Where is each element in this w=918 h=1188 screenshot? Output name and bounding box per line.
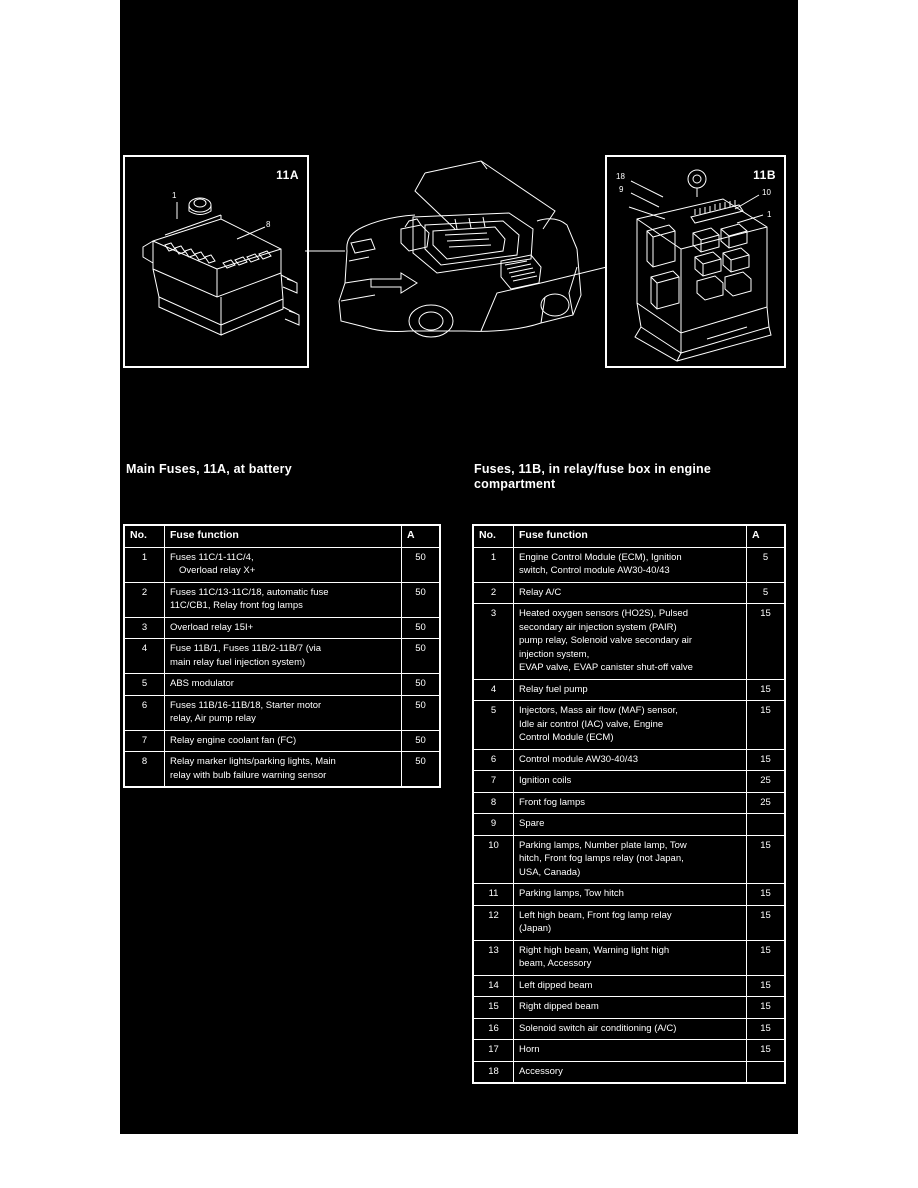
function-line-2: 11C/CB1, Relay front fog lamps bbox=[170, 600, 303, 611]
cell-amps: 15 bbox=[747, 1018, 785, 1040]
function-line-2: secondary air injection system (PAIR) bbox=[519, 621, 677, 633]
cell-no: 3 bbox=[125, 617, 165, 639]
cell-no: 4 bbox=[474, 679, 514, 701]
table-row bbox=[474, 792, 785, 814]
cell-function: Overload relay 15I+ bbox=[165, 617, 402, 639]
cell-amps: 25 bbox=[747, 771, 785, 793]
function-line-1: Engine Control Module (ECM), Ignition bbox=[519, 551, 682, 563]
cell-no: 16 bbox=[474, 1018, 514, 1040]
column-header-no: No. bbox=[474, 526, 514, 548]
column-header-function: Fuse function bbox=[165, 526, 402, 548]
function-line-2: hitch, Front fog lamps relay (not Japan, bbox=[519, 853, 684, 864]
cell-no: 9 bbox=[474, 814, 514, 836]
svg-text:10: 10 bbox=[762, 188, 771, 197]
cell-amps: 50 bbox=[402, 674, 440, 696]
cell-no: 8 bbox=[474, 792, 514, 814]
cell-no: 1 bbox=[125, 547, 165, 582]
function-line-2: Overload relay X+ bbox=[179, 565, 256, 576]
cell-function: Horn bbox=[514, 1040, 747, 1062]
table-row bbox=[125, 730, 440, 752]
cell-no: 12 bbox=[474, 905, 514, 940]
cell-amps: 15 bbox=[747, 975, 785, 997]
table-row bbox=[474, 997, 785, 1019]
cell-function bbox=[514, 604, 747, 680]
table-row bbox=[474, 975, 785, 997]
cell-function: Relay A/C bbox=[514, 582, 747, 604]
function-line-1: Fuses 11B/16-11B/18, Starter motor bbox=[170, 699, 322, 711]
car-illustration bbox=[305, 155, 615, 368]
engine-compartment-drawing bbox=[305, 155, 615, 368]
cell-no: 2 bbox=[474, 582, 514, 604]
table-row bbox=[474, 1018, 785, 1040]
cell-no: 1 bbox=[474, 547, 514, 582]
main-fuses-table-wrapper bbox=[123, 524, 441, 788]
table-row bbox=[474, 884, 785, 906]
cell-amps: 15 bbox=[747, 835, 785, 884]
cell-function bbox=[514, 701, 747, 750]
cell-amps: 25 bbox=[747, 792, 785, 814]
table-row bbox=[474, 547, 785, 582]
cell-no: 15 bbox=[474, 997, 514, 1019]
cell-amps: 15 bbox=[747, 701, 785, 750]
cell-no: 14 bbox=[474, 975, 514, 997]
cell-amps: 50 bbox=[402, 582, 440, 617]
column-header-amps: A bbox=[747, 526, 785, 548]
svg-text:8: 8 bbox=[266, 220, 271, 229]
function-line-2: relay, Air pump relay bbox=[170, 713, 256, 724]
function-line-1: Fuses 11C/13-11C/18, automatic fuse bbox=[170, 586, 329, 598]
section-b-heading: Fuses, 11B, in relay/fuse box in engine compartment bbox=[474, 462, 712, 491]
table-header-row bbox=[474, 526, 785, 548]
cell-amps: 15 bbox=[747, 940, 785, 975]
cell-amps: 15 bbox=[747, 679, 785, 701]
cell-function bbox=[165, 639, 402, 674]
cell-amps bbox=[747, 814, 785, 836]
table-row bbox=[125, 547, 440, 582]
function-line-1: Left high beam, Front fog lamp relay bbox=[519, 909, 672, 921]
cell-amps: 15 bbox=[747, 997, 785, 1019]
cell-no: 6 bbox=[125, 695, 165, 730]
function-line-2: main relay fuel injection system) bbox=[170, 656, 306, 668]
cell-no: 3 bbox=[474, 604, 514, 680]
cell-amps: 5 bbox=[747, 582, 785, 604]
function-line-3: pump relay, Solenoid valve secondary air bbox=[519, 635, 693, 646]
relay-box-fuses-table-wrapper bbox=[472, 524, 786, 1084]
cell-amps: 15 bbox=[747, 884, 785, 906]
main-fuses-table bbox=[124, 525, 440, 787]
table-row bbox=[474, 771, 785, 793]
illustration-panel-11a bbox=[123, 155, 309, 368]
cell-amps: 15 bbox=[747, 749, 785, 771]
function-line-1: Heated oxygen sensors (HO2S), Pulsed bbox=[519, 608, 688, 619]
function-line-2: beam, Accessory bbox=[519, 958, 592, 969]
column-header-function: Fuse function bbox=[514, 526, 747, 548]
cell-amps: 50 bbox=[402, 695, 440, 730]
svg-text:9: 9 bbox=[619, 185, 624, 194]
cell-function: Left dipped beam bbox=[514, 975, 747, 997]
table-row bbox=[125, 695, 440, 730]
cell-function bbox=[514, 940, 747, 975]
cell-no: 17 bbox=[474, 1040, 514, 1062]
cell-no: 13 bbox=[474, 940, 514, 975]
panel-label-11b: 11B bbox=[753, 168, 776, 182]
cell-amps: 50 bbox=[402, 752, 440, 787]
cell-function bbox=[165, 695, 402, 730]
cell-function: Right dipped beam bbox=[514, 997, 747, 1019]
cell-amps: 50 bbox=[402, 547, 440, 582]
svg-text:18: 18 bbox=[616, 172, 625, 181]
function-line-2: Idle air control (IAC) valve, Engine bbox=[519, 718, 664, 730]
cell-no: 18 bbox=[474, 1061, 514, 1083]
cell-amps: 50 bbox=[402, 639, 440, 674]
table-row bbox=[474, 1040, 785, 1062]
table-row bbox=[474, 679, 785, 701]
cell-no: 6 bbox=[474, 749, 514, 771]
cell-no: 8 bbox=[125, 752, 165, 787]
cell-function bbox=[165, 752, 402, 787]
cell-no: 5 bbox=[125, 674, 165, 696]
cell-function: Spare bbox=[514, 814, 747, 836]
cell-function: Ignition coils bbox=[514, 771, 747, 793]
cell-no: 7 bbox=[474, 771, 514, 793]
table-row bbox=[474, 835, 785, 884]
cell-amps bbox=[747, 1061, 785, 1083]
table-row bbox=[474, 582, 785, 604]
cell-no: 11 bbox=[474, 884, 514, 906]
cell-amps: 15 bbox=[747, 604, 785, 680]
cell-amps: 50 bbox=[402, 617, 440, 639]
cell-function bbox=[165, 582, 402, 617]
cell-no: 2 bbox=[125, 582, 165, 617]
cell-function bbox=[514, 835, 747, 884]
table-row bbox=[125, 639, 440, 674]
function-line-1: Right high beam, Warning light high bbox=[519, 944, 670, 956]
cell-function bbox=[165, 547, 402, 582]
function-line-1: Fuses 11C/1-11C/4, bbox=[170, 551, 254, 563]
function-line-3: USA, Canada) bbox=[519, 866, 581, 878]
cell-amps: 50 bbox=[402, 730, 440, 752]
cell-no: 7 bbox=[125, 730, 165, 752]
panel-label-11a: 11A bbox=[276, 168, 299, 182]
main-fuse-box-drawing bbox=[125, 157, 307, 366]
column-header-no: No. bbox=[125, 526, 165, 548]
function-line-1: Injectors, Mass air flow (MAF) sensor, bbox=[519, 705, 678, 716]
function-line-2: relay with bulb failure warning sensor bbox=[170, 769, 327, 781]
svg-text:1: 1 bbox=[172, 191, 177, 200]
relay-box-fuses-table bbox=[473, 525, 785, 1083]
function-line-2: switch, Control module AW30-40/43 bbox=[519, 565, 670, 576]
function-line-4: injection system, bbox=[519, 648, 590, 660]
table-row bbox=[125, 752, 440, 787]
cell-no: 10 bbox=[474, 835, 514, 884]
function-line-2: (Japan) bbox=[519, 923, 552, 934]
cell-amps: 15 bbox=[747, 1040, 785, 1062]
cell-function: Accessory bbox=[514, 1061, 747, 1083]
cell-function: Parking lamps, Tow hitch bbox=[514, 884, 747, 906]
table-row bbox=[474, 1061, 785, 1083]
function-line-1: Fuse 11B/1, Fuses 11B/2-11B/7 (via bbox=[170, 643, 322, 654]
cell-function: ABS modulator bbox=[165, 674, 402, 696]
table-header-row bbox=[125, 526, 440, 548]
table-row bbox=[125, 582, 440, 617]
illustration-area bbox=[120, 155, 798, 370]
relay-fuse-box-drawing bbox=[607, 157, 784, 366]
cell-function bbox=[514, 905, 747, 940]
table-row bbox=[474, 940, 785, 975]
cell-function: Relay engine coolant fan (FC) bbox=[165, 730, 402, 752]
function-line-1: Relay marker lights/parking lights, Main bbox=[170, 756, 336, 767]
cell-no: 5 bbox=[474, 701, 514, 750]
table-row bbox=[125, 617, 440, 639]
section-a-heading: Main Fuses, 11A, at battery bbox=[126, 462, 292, 476]
table-row bbox=[474, 814, 785, 836]
table-row bbox=[474, 701, 785, 750]
table-row bbox=[474, 905, 785, 940]
function-line-5: EVAP valve, EVAP canister shut-off valve bbox=[519, 662, 693, 673]
cell-function bbox=[514, 547, 747, 582]
table-row bbox=[474, 604, 785, 680]
illustration-panel-11b bbox=[605, 155, 786, 368]
function-line-1: Parking lamps, Number plate lamp, Tow bbox=[519, 839, 687, 851]
function-line-3: Control Module (ECM) bbox=[519, 732, 614, 743]
cell-function: Relay fuel pump bbox=[514, 679, 747, 701]
cell-amps: 5 bbox=[747, 547, 785, 582]
svg-text:1: 1 bbox=[767, 210, 772, 219]
table-row bbox=[125, 674, 440, 696]
cell-no: 4 bbox=[125, 639, 165, 674]
column-header-amps: A bbox=[402, 526, 440, 548]
cell-function: Solenoid switch air conditioning (A/C) bbox=[514, 1018, 747, 1040]
cell-function: Front fog lamps bbox=[514, 792, 747, 814]
cell-function: Control module AW30-40/43 bbox=[514, 749, 747, 771]
document-page bbox=[120, 0, 798, 1134]
table-row bbox=[474, 749, 785, 771]
cell-amps: 15 bbox=[747, 905, 785, 940]
